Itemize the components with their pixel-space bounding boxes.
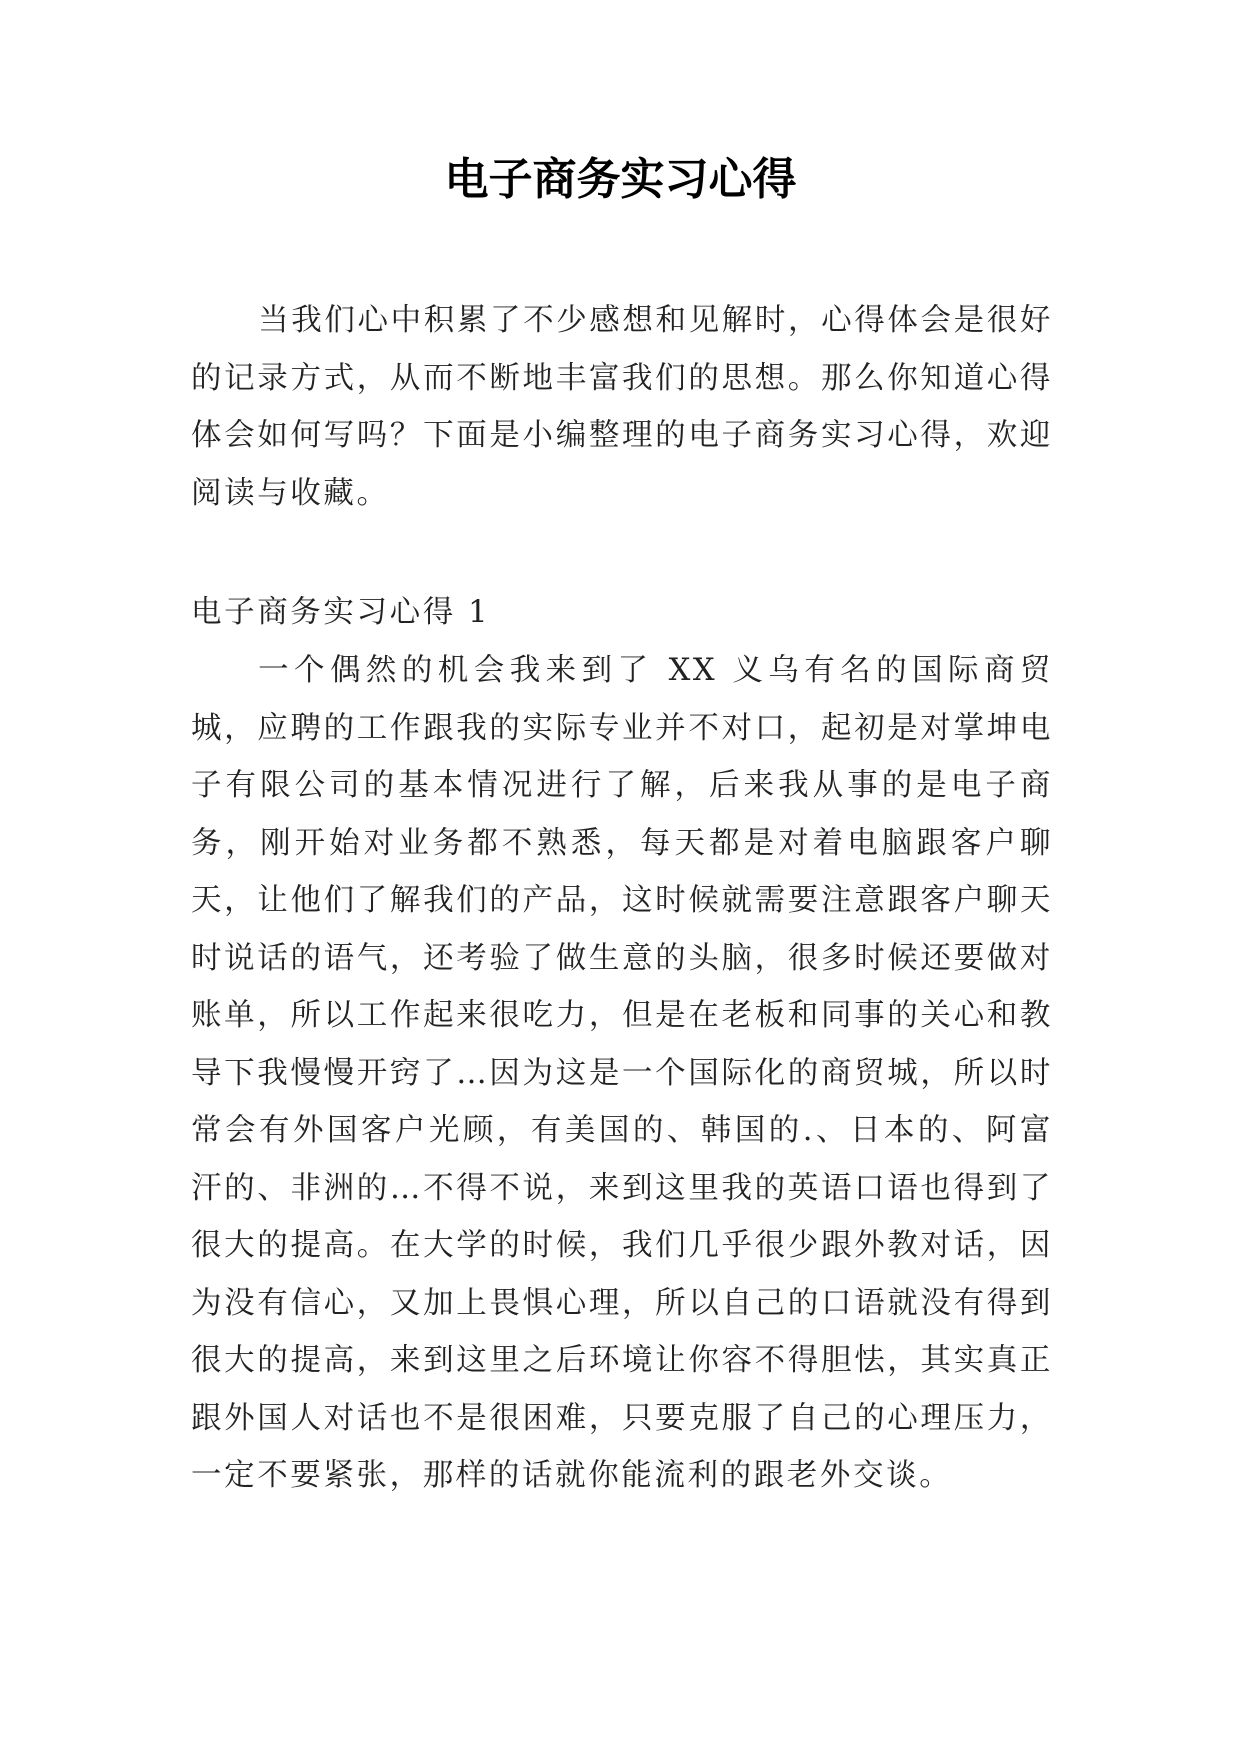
section-heading: 电子商务实习心得 1 [191, 595, 491, 630]
page-title: 电子商务实习心得 [444, 154, 797, 205]
intro-paragraph: 当我们心中积累了不少感想和见解时，心得体会是很好的记录方式，从而不断地丰富我们的思想。那么你知道心得体会如何写吗？下面是小编整理的电子商务实习心得，欢迎阅读与收藏。 [191, 303, 1053, 511]
section-paragraph: 一个偶然的机会我来到了 XX 义乌有名的国际商贸城，应聘的工作跟我的实际专业并不对口，起初是对掌坤电子有限公司的基本情况进行了解，后来我从事的是电子商务，刚开始对业务都不熟悉，每天都是对着电脑跟客户聊天，让他们了解我们的产品，这时候就需要注意跟客户聊天时说话的语气，还考验了做生意的头脑，很多时候还要做对账单，所以工作起来很吃力，但是在老板和同事的关心和教导下我慢慢开窍了…因为这是一个国际化的商贸城，所以时常会有外国客户光顾，有美国的、韩国的.、日本的、阿富汗的、非洲的…不得不说，来到这里我的英语口语也得到了很大的提高。在大学的时候，我们几乎很少跟外教对话，因为没有信心，又加上畏惧心理，所以自己的口语就没有得到很大的提高，来到这里之后环境让你容不得胆怯，其实真正跟外国人对话也不是很困难，只要克服了自己的心理压力，一定不要紧张，那样的话就你能流利的跟老外交谈。 [191, 653, 1053, 1493]
